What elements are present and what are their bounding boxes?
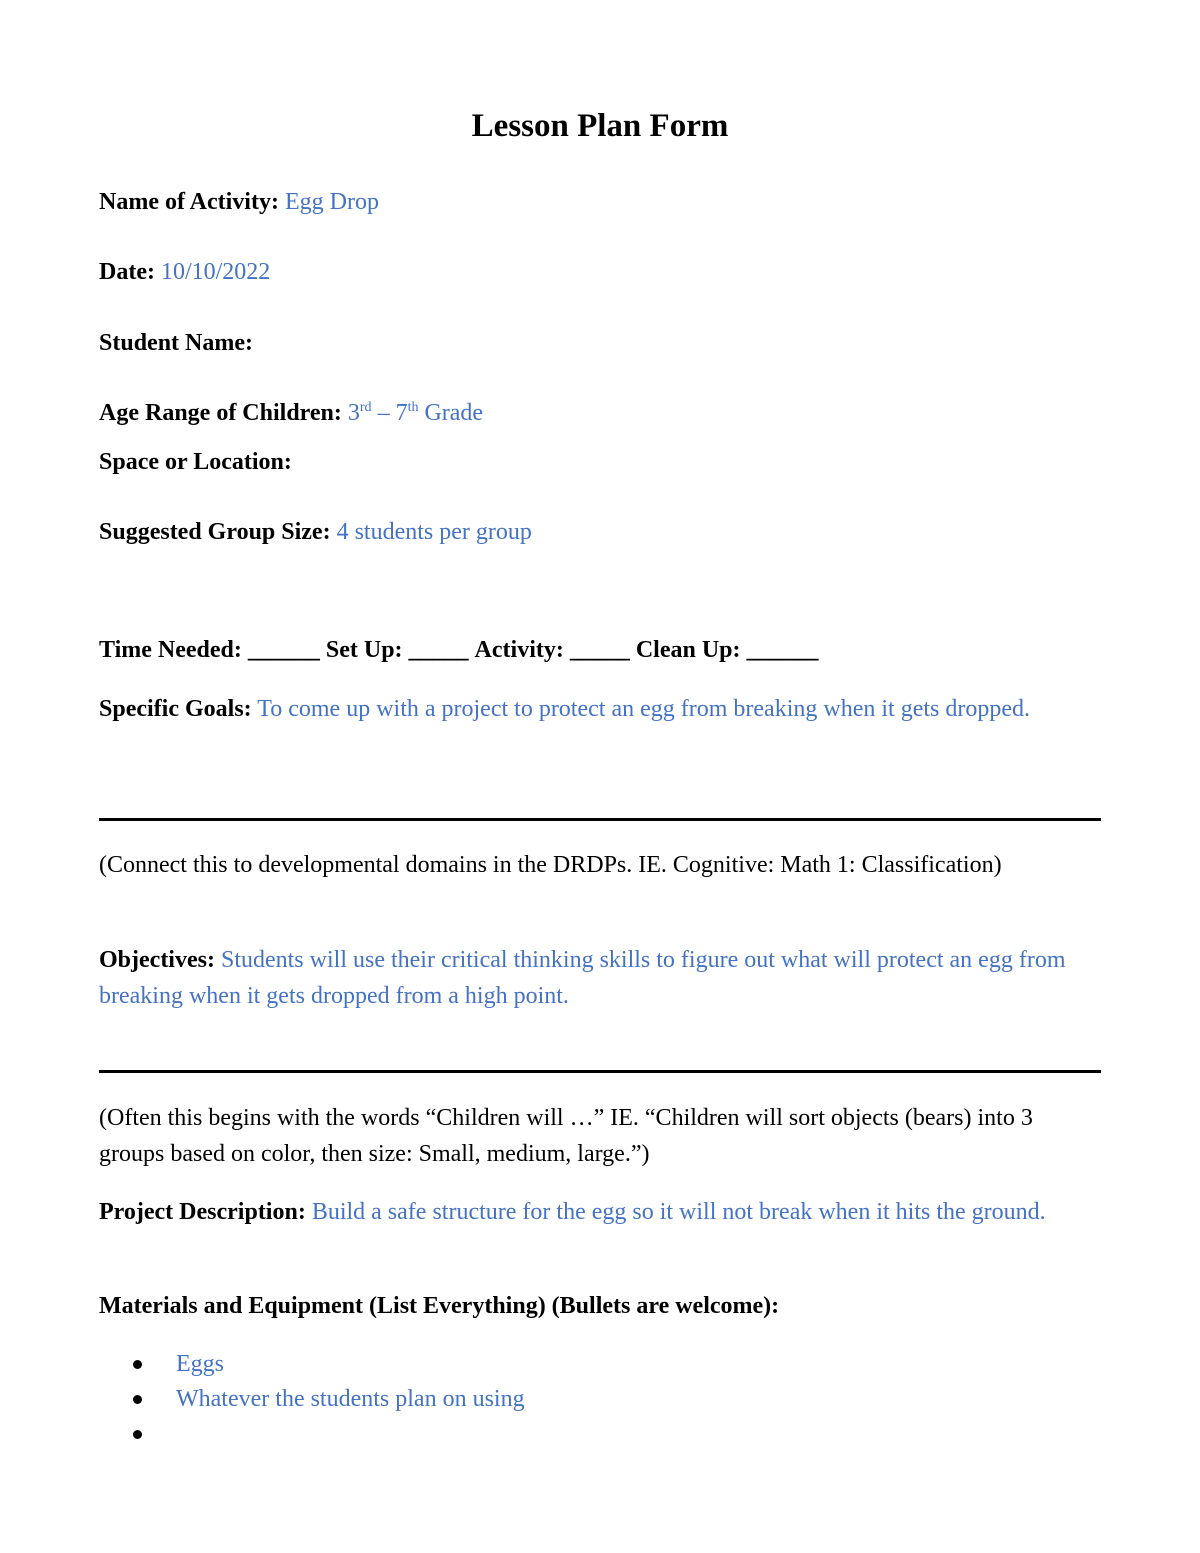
student-name-label: Student Name: [99,330,253,356]
goals-label: Specific Goals: [99,696,252,722]
space-field [99,444,292,480]
bullet-icon [133,1395,142,1404]
cleanup-label: Clean Up: [635,637,741,663]
materials-label [99,1288,779,1324]
list-item [99,1347,525,1382]
cleanup-blank: ______ [746,637,819,663]
objectives-field [99,942,1101,1014]
age-to-suffix: th [407,400,419,415]
age-range-value [348,400,483,426]
list-item-text: Whatever the students plan on using [176,1386,525,1412]
group-size-field [99,514,532,550]
activity-field [99,184,379,220]
project-field [99,1194,1101,1230]
age-from: 3 [347,400,360,426]
list-item [99,1382,525,1417]
age-range-label: Age Range of Children: [99,400,342,426]
activity-label: Name of Activity: [99,189,279,215]
goals-divider [99,818,1101,821]
goals-value: To come up with a project to protect an egg from breaking when it gets dropped. [257,696,1030,722]
setup-label: Set Up: [325,637,403,663]
time-needed-label: Time Needed: [99,637,242,663]
age-to: 7 [395,400,408,426]
materials-label-text: Materials and Equipment (List Everything) (Bullets are welcome): [99,1293,780,1319]
date-field [99,254,270,290]
page-title: Lesson Plan Form [471,108,729,144]
list-item [99,1417,525,1452]
objectives-label: Objectives: [99,947,215,973]
time-needed-blank: ______ [247,637,320,663]
activity-value: Egg Drop [284,189,379,215]
activity-time-blank: _____ [569,637,630,663]
age-from-suffix: rd [359,400,372,415]
setup-blank: _____ [408,637,469,663]
age-range-field [99,395,483,431]
project-value: Build a safe structure for the egg so it will not break when it hits the ground. [311,1199,1046,1225]
group-size-label: Suggested Group Size: [99,519,331,545]
goals-note: (Connect this to developmental domains in the DRDPs. IE. Cognitive: Math 1: Classification) [99,852,1002,878]
objectives-note: (Often this begins with the words “Children will …” IE. “Children will sort objects (bears) into 3 groups based on color, then size: Small, medium, large.”) [99,1105,1033,1167]
goals-field [99,691,1101,727]
student-name-field [99,325,253,361]
group-size-value: 4 students per group [336,519,532,545]
bullet-icon [133,1360,142,1369]
age-dash: – [371,400,396,426]
time-needed-field [99,632,819,668]
objectives-divider [99,1070,1101,1073]
activity-time-label: Activity: [474,637,564,663]
age-grade: Grade [418,400,484,426]
list-item-text: Eggs [176,1351,224,1377]
date-label: Date: [99,259,155,285]
materials-list [99,1347,525,1452]
space-label: Space or Location: [99,449,292,475]
date-value: 10/10/2022 [160,259,271,285]
project-label: Project Description: [99,1199,306,1225]
objectives-value: Students will use their critical thinking skills to figure out what will protect an egg from breaking when it gets dropped from a high point. [99,947,1066,1009]
bullet-icon [133,1430,142,1439]
